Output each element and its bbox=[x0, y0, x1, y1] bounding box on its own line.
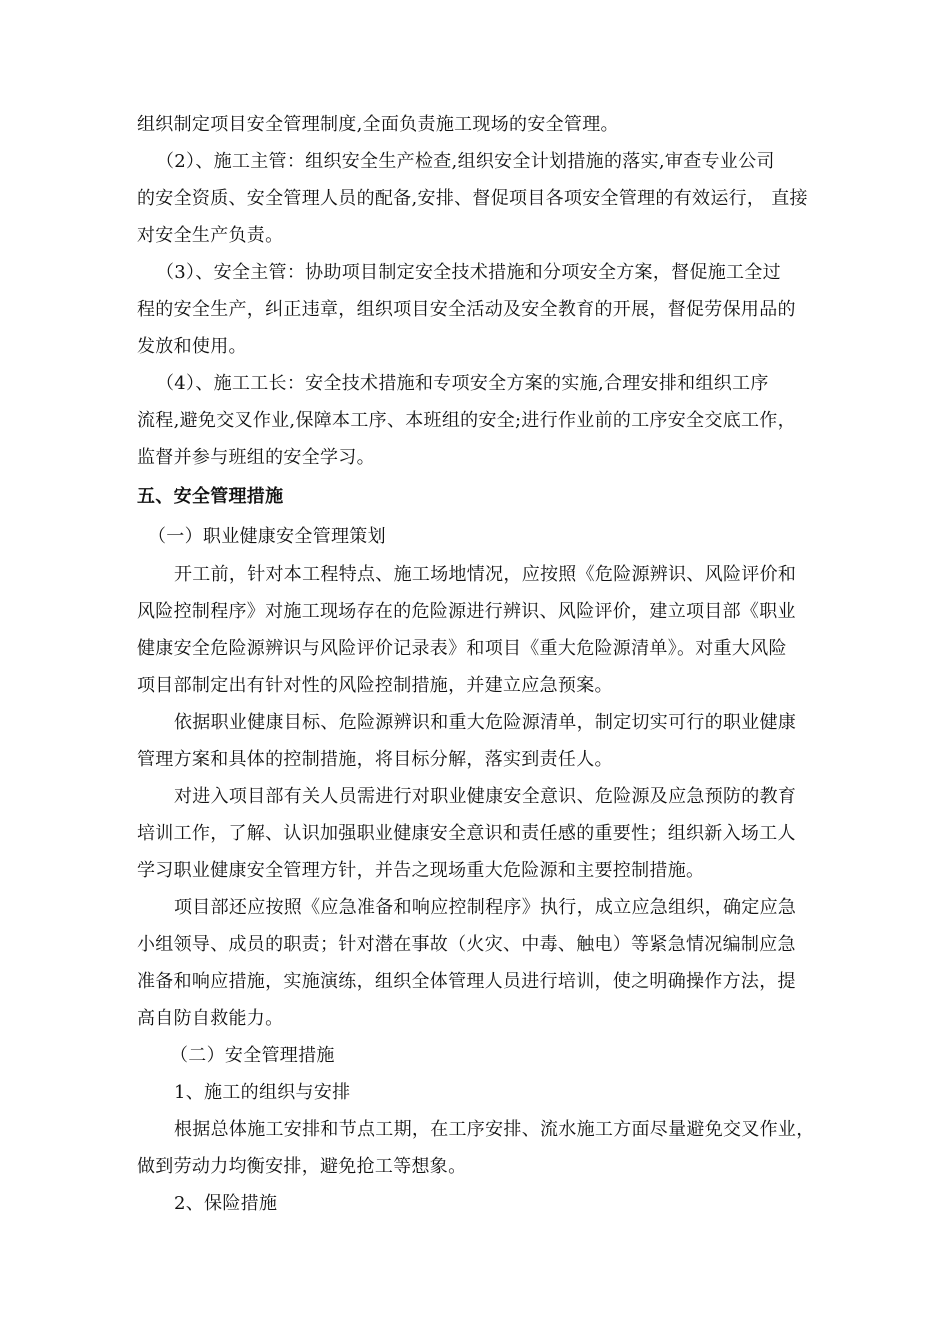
text-line: 培训工作，了解、认识加强职业健康安全意识和责任感的重要性；组织新入场工人 bbox=[137, 823, 796, 844]
section-heading: 五、安全管理措施 bbox=[137, 486, 284, 507]
text-line: 学习职业健康安全管理方针，并告之现场重大危险源和主要控制措施。 bbox=[137, 860, 705, 881]
text-line: 项目部还应按照《应急准备和响应控制程序》执行，成立应急组织，确定应急 bbox=[174, 897, 797, 918]
text-line: 项目部制定出有针对性的风险控制措施，并建立应急预案。 bbox=[137, 675, 613, 696]
text-line: 做到劳动力均衡安排，避免抢工等想象。 bbox=[137, 1156, 467, 1177]
item-heading: 2、保险措施 bbox=[174, 1193, 278, 1214]
item-heading: 1、施工的组织与安排 bbox=[174, 1082, 351, 1103]
text-line: 开工前，针对本工程特点、施工场地情况，应按照《危险源辨识、风险评价和 bbox=[174, 564, 797, 585]
text-line: （3）、安全主管：协助项目制定安全技术措施和分项安全方案，督促施工全过 bbox=[156, 262, 781, 283]
text-line: 组织制定项目安全管理制度,全面负责施工现场的安全管理。 bbox=[137, 114, 619, 135]
text-line: 小组领导、成员的职责；针对潜在事故（火灾、中毒、触电）等紧急情况编制应急 bbox=[137, 934, 796, 955]
text-line: 高自防自救能力。 bbox=[137, 1008, 284, 1029]
text-line: 根据总体施工安排和节点工期，在工序安排、流水施工方面尽量避免交叉作业， bbox=[174, 1119, 815, 1140]
text-line: 程的安全生产，纠正违章，组织项目安全活动及安全教育的开展，督促劳保用品的 bbox=[137, 299, 796, 320]
text-line: 健康安全危险源辨识与风险评价记录表》和项目《重大危险源清单》。对重大风险 bbox=[137, 638, 787, 659]
text-line: 监督并参与班组的安全学习。 bbox=[137, 447, 375, 468]
text-line: 依据职业健康目标、危险源辨识和重大危险源清单，制定切实可行的职业健康 bbox=[174, 712, 797, 733]
text-line: 对安全生产负责。 bbox=[137, 225, 284, 246]
text-line: 发放和使用。 bbox=[137, 336, 247, 357]
text-line: 流程,避免交叉作业,保障本工序、本班组的安全;进行作业前的工序安全交底工作， bbox=[137, 410, 796, 431]
text-line: （2）、施工主管：组织安全生产检查,组织安全计划措施的落实,审查专业公司 bbox=[156, 151, 775, 172]
text-line: 管理方案和具体的控制措施，将目标分解，落实到责任人。 bbox=[137, 749, 613, 770]
text-line: 的安全资质、安全管理人员的配备,安排、督促项目各项安全管理的有效运行， 直接 bbox=[137, 188, 808, 209]
subsection-heading: （一）职业健康安全管理策划 bbox=[148, 526, 386, 547]
text-line: 准备和响应措施，实施演练，组织全体管理人员进行培训，使之明确操作方法，提 bbox=[137, 971, 796, 992]
text-line: 风险控制程序》对施工现场存在的危险源进行辨识、风险评价，建立项目部《职业 bbox=[137, 601, 796, 622]
text-line: 对进入项目部有关人员需进行对职业健康安全意识、危险源及应急预防的教育 bbox=[174, 786, 797, 807]
subsection-heading: （二）安全管理措施 bbox=[170, 1045, 335, 1066]
text-line: （4）、施工工长：安全技术措施和专项安全方案的实施,合理安排和组织工序 bbox=[156, 373, 769, 394]
